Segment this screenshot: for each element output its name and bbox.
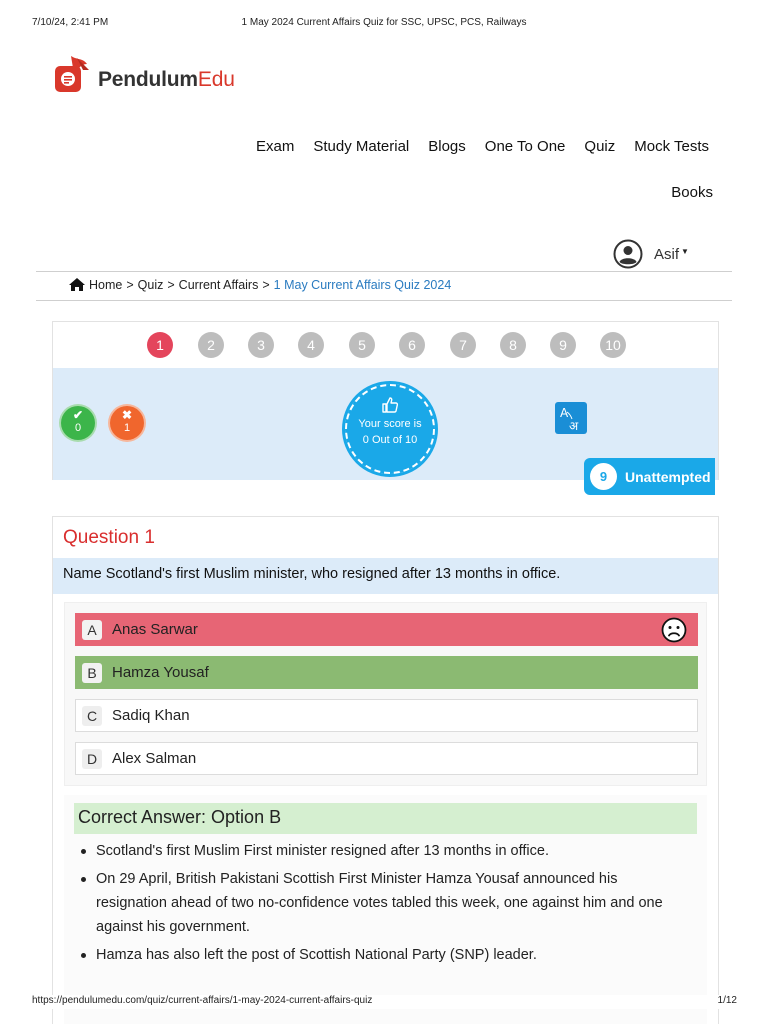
question-number-9[interactable]: 9 xyxy=(550,332,576,358)
explanation-item: On 29 April, British Pakistani Scottish First Minister Hamza Yousaf announced his resignation ahead of two no-confidence votes tabled this week, one against him and one against his government. xyxy=(79,867,679,939)
option-text: Hamza Yousaf xyxy=(112,664,209,681)
question-title: Question 1 xyxy=(63,527,155,548)
answer-explanation xyxy=(64,795,707,1024)
nav-item-mock-tests[interactable]: Mock Tests xyxy=(634,138,709,155)
option-letter: A xyxy=(82,620,102,640)
options-list xyxy=(64,602,707,786)
svg-text:अ: अ xyxy=(569,419,579,433)
divider xyxy=(36,271,732,272)
explanation-item: Scotland's first Muslim First minister resigned after 13 months in office. xyxy=(79,839,679,863)
explanation-list xyxy=(79,839,679,971)
user-menu[interactable] xyxy=(613,239,689,269)
question-number-10[interactable]: 10 xyxy=(600,332,626,358)
question-number-7[interactable]: 7 xyxy=(450,332,476,358)
score-label: Your score is xyxy=(358,418,422,430)
print-url: https://pendulumedu.com/quiz/current-affairs/1-may-2024-current-affairs-quiz xyxy=(32,995,373,1006)
logo-text xyxy=(98,68,235,92)
option-text: Sadiq Khan xyxy=(112,707,190,724)
thumbs-up-icon xyxy=(381,396,399,414)
score-value: 0 Out of 10 xyxy=(362,434,418,446)
breadcrumb-separator: > xyxy=(167,277,175,292)
breadcrumb-current-affairs[interactable]: Current Affairs xyxy=(178,277,259,292)
print-header xyxy=(0,17,768,31)
option-d[interactable] xyxy=(75,742,698,775)
pendulum-logo-icon xyxy=(53,54,93,94)
cross-icon: ✖ xyxy=(121,408,133,422)
option-letter: D xyxy=(82,749,102,769)
nav-item-blogs[interactable]: Blogs xyxy=(428,138,466,155)
breadcrumb-separator: > xyxy=(126,277,134,292)
print-datetime: 7/10/24, 2:41 PM xyxy=(32,17,109,28)
option-letter: B xyxy=(82,663,102,683)
correct-answer-heading: Correct Answer: Option B xyxy=(74,803,697,834)
caret-down-icon: ▼ xyxy=(681,246,689,256)
user-circle-icon xyxy=(613,239,643,269)
nav-item-study-material[interactable]: Study Material xyxy=(313,138,410,155)
nav-item-books[interactable]: Books xyxy=(671,184,713,201)
correct-count-badge xyxy=(61,406,95,440)
breadcrumb-home[interactable]: Home xyxy=(89,277,123,292)
question-number-5[interactable]: 5 xyxy=(349,332,375,358)
print-page-number: 1/12 xyxy=(717,995,737,1006)
translate-button[interactable] xyxy=(555,402,587,434)
print-title: 1 May 2024 Current Affairs Quiz for SSC, UPSC, PCS, Railways xyxy=(241,17,527,28)
question-number-6[interactable]: 6 xyxy=(399,332,425,358)
question-number-1[interactable]: 1 xyxy=(147,332,173,358)
site-logo[interactable] xyxy=(53,44,235,100)
nav-item-quiz[interactable]: Quiz xyxy=(584,138,616,155)
divider xyxy=(36,300,732,301)
logo-suffix: Edu xyxy=(197,68,235,91)
unattempted-count: 9 xyxy=(590,463,617,490)
option-a[interactable] xyxy=(75,613,698,646)
question-card xyxy=(52,516,719,1024)
question-text: Name Scotland's first Muslim minister, who resigned after 13 months in office. xyxy=(53,558,718,594)
explanation-item: Hamza has also left the post of Scottish National Party (SNP) leader. xyxy=(79,943,679,967)
svg-text:A: A xyxy=(560,406,569,420)
home-icon xyxy=(68,277,86,292)
main-nav xyxy=(237,138,709,155)
print-footer xyxy=(0,995,768,1009)
correct-count: 0 xyxy=(74,422,82,434)
user-name: Asif xyxy=(654,245,680,263)
question-number-4[interactable]: 4 xyxy=(298,332,324,358)
question-number-2[interactable]: 2 xyxy=(198,332,224,358)
breadcrumb-current[interactable]: 1 May Current Affairs Quiz 2024 xyxy=(273,277,452,292)
wrong-count-badge xyxy=(110,406,144,440)
option-text: Anas Sarwar xyxy=(112,621,198,638)
breadcrumb-separator: > xyxy=(262,277,270,292)
nav-item-one-to-one[interactable]: One To One xyxy=(484,138,566,155)
option-c[interactable] xyxy=(75,699,698,732)
option-text: Alex Salman xyxy=(112,750,197,767)
question-number-bar xyxy=(53,322,718,368)
score-circle xyxy=(345,384,435,474)
logo-name: Pendulum xyxy=(98,68,198,91)
translate-icon xyxy=(555,402,587,434)
unattempted-label: Unattempted xyxy=(625,468,711,485)
option-letter: C xyxy=(82,706,102,726)
breadcrumb-quiz[interactable]: Quiz xyxy=(137,277,164,292)
unattempted-badge[interactable] xyxy=(584,458,715,495)
question-number-3[interactable]: 3 xyxy=(248,332,274,358)
quiz-status-panel xyxy=(52,321,719,480)
breadcrumb xyxy=(68,277,451,292)
question-number-8[interactable]: 8 xyxy=(500,332,526,358)
option-b[interactable] xyxy=(75,656,698,689)
nav-item-exam[interactable]: Exam xyxy=(256,138,295,155)
check-icon: ✔ xyxy=(72,408,84,422)
sad-face-icon xyxy=(661,617,687,643)
wrong-count: 1 xyxy=(123,422,131,434)
